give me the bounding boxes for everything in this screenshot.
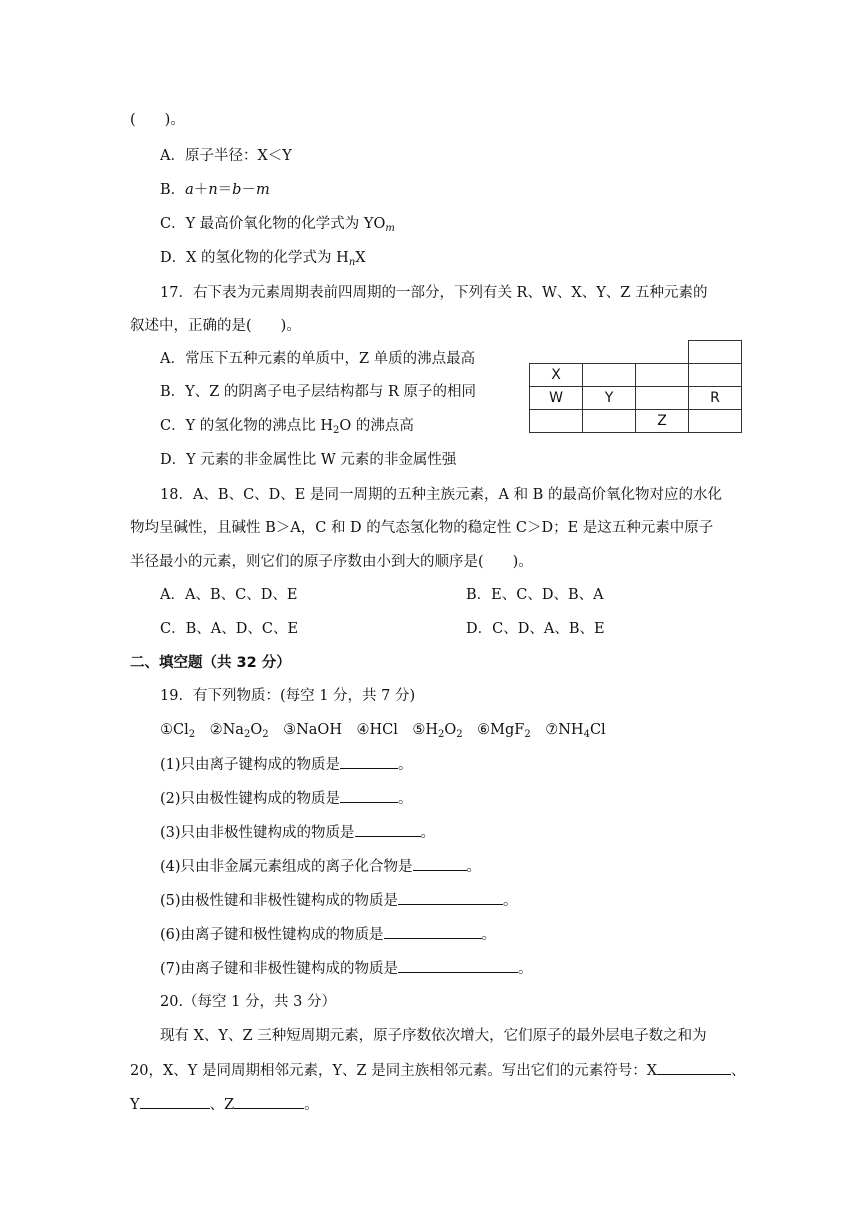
table-cell [689, 341, 742, 364]
q19-item-5: (5)由极性键和非极性键构成的物质是 。 [160, 890, 518, 911]
table-cell-r: R [689, 387, 742, 410]
q20-line1: 现有 X、Y、Z 三种短周期元素，原子序数依次增大，它们原子的最外层电子数之和为 [160, 1028, 707, 1044]
q20-line3: Y 、Z 。 [130, 1094, 319, 1115]
q20-line2: 20，X、Y 是同周期相邻元素，Y、Z 是同主族相邻元素。写出它们的元素符号：X 、 [130, 1060, 746, 1081]
q19-item-1: (1)只由离子键构成的物质是 。 [160, 754, 413, 775]
answer-blank-z[interactable] [234, 1094, 304, 1109]
q19-item-6: (6)由离子键和极性键构成的物质是 。 [160, 924, 496, 945]
q18-stem-line2: 物均呈碱性，且碱性 B＞A，C 和 D 的气态氢化物的稳定性 C＞D；E 是这五种元素中原子 [130, 520, 714, 536]
q19-substances: $①Cl_2$ $②Na_2O_2$ ③NaOH ④HCl $⑤H_2O_2$ ⑥MgF$_2$ $⑦NH_4Cl$ [160, 722, 606, 740]
answer-blank-x[interactable] [657, 1060, 731, 1075]
table-cell-w: W [530, 387, 583, 410]
q16-option-d[interactable]: D．X 的氢化物的化学式为 $H_nX$ [160, 250, 366, 268]
q18-stem-line1: 18．A、B、C、D、E 是同一周期的五种主族元素，A 和 B 的最高价氧化物对应的水化 [160, 487, 722, 503]
q19-item-7: (7)由离子键和非极性键构成的物质是 。 [160, 958, 533, 979]
table-cell [583, 410, 636, 433]
answer-blank[interactable] [340, 788, 398, 803]
answer-blank[interactable] [398, 890, 503, 905]
answer-blank[interactable] [398, 958, 518, 973]
q17-stem-line2: 叙述中，正确的是( )。 [130, 318, 301, 334]
q20-stem: 20.（每空 1 分，共 3 分） [160, 994, 336, 1010]
q16-stem-tail: ( )。 [130, 112, 185, 128]
table-cell [583, 341, 636, 364]
q17-stem-line1: 17．右下表为元素周期表前四周期的一部分，下列有关 R、W、X、Y、Z 五种元素的 [160, 285, 708, 301]
answer-blank[interactable] [340, 754, 398, 769]
answer-blank-y[interactable] [140, 1094, 210, 1109]
q19-item-2: (2)只由极性键构成的物质是 。 [160, 788, 413, 809]
table-cell [583, 364, 636, 387]
q18-option-d[interactable]: D．C、D、A、B、E [466, 621, 605, 637]
table-cell [636, 364, 689, 387]
table-cell [689, 410, 742, 433]
q16-option-c[interactable]: C．Y 最高价氧化物的化学式为 $YO_m$ [160, 216, 395, 234]
q18-option-a[interactable]: A．A、B、C、D、E [160, 587, 298, 603]
q17-option-a[interactable]: A．常压下五种元素的单质中，Z 单质的沸点最高 [160, 351, 476, 367]
table-cell [689, 364, 742, 387]
q19-stem: 19．有下列物质：(每空 1 分，共 7 分) [160, 688, 416, 704]
section-heading: 二、填空题（共 32 分） [130, 655, 291, 671]
q19-item-3: (3)只由非极性键构成的物质是 。 [160, 822, 435, 843]
answer-blank[interactable] [355, 822, 421, 837]
table-cell [530, 341, 583, 364]
table-cell-x: X [530, 364, 583, 387]
q18-option-c[interactable]: C．B、A、D、C、E [160, 621, 299, 637]
table-cell [636, 341, 689, 364]
q17-option-d[interactable]: D．Y 元素的非金属性比 W 元素的非金属性强 [160, 452, 457, 468]
q17-option-b[interactable]: B．Y、Z 的阴离子电子层结构都与 R 原子的相同 [160, 384, 477, 400]
q18-stem-line3: 半径最小的元素，则它们的原子序数由小到大的顺序是( )。 [130, 554, 533, 570]
q19-item-4: (4)只由非金属元素组成的离子化合物是 。 [160, 856, 481, 877]
q17-option-c[interactable]: C．Y 的氢化物的沸点比 $H_2O$ 的沸点高 [160, 418, 414, 436]
q16-option-a[interactable]: A．原子半径：X＜Y [160, 148, 292, 164]
table-cell [530, 410, 583, 433]
table-cell [636, 387, 689, 410]
table-cell-y: Y [583, 387, 636, 410]
periodic-table-fragment [529, 340, 742, 433]
q16-option-b[interactable]: B．a＋n＝b－m [160, 182, 270, 198]
q18-option-b[interactable]: B．E、C、D、B、A [466, 587, 604, 603]
answer-blank[interactable] [413, 856, 467, 871]
answer-blank[interactable] [384, 924, 482, 939]
table-cell-z: Z [636, 410, 689, 433]
